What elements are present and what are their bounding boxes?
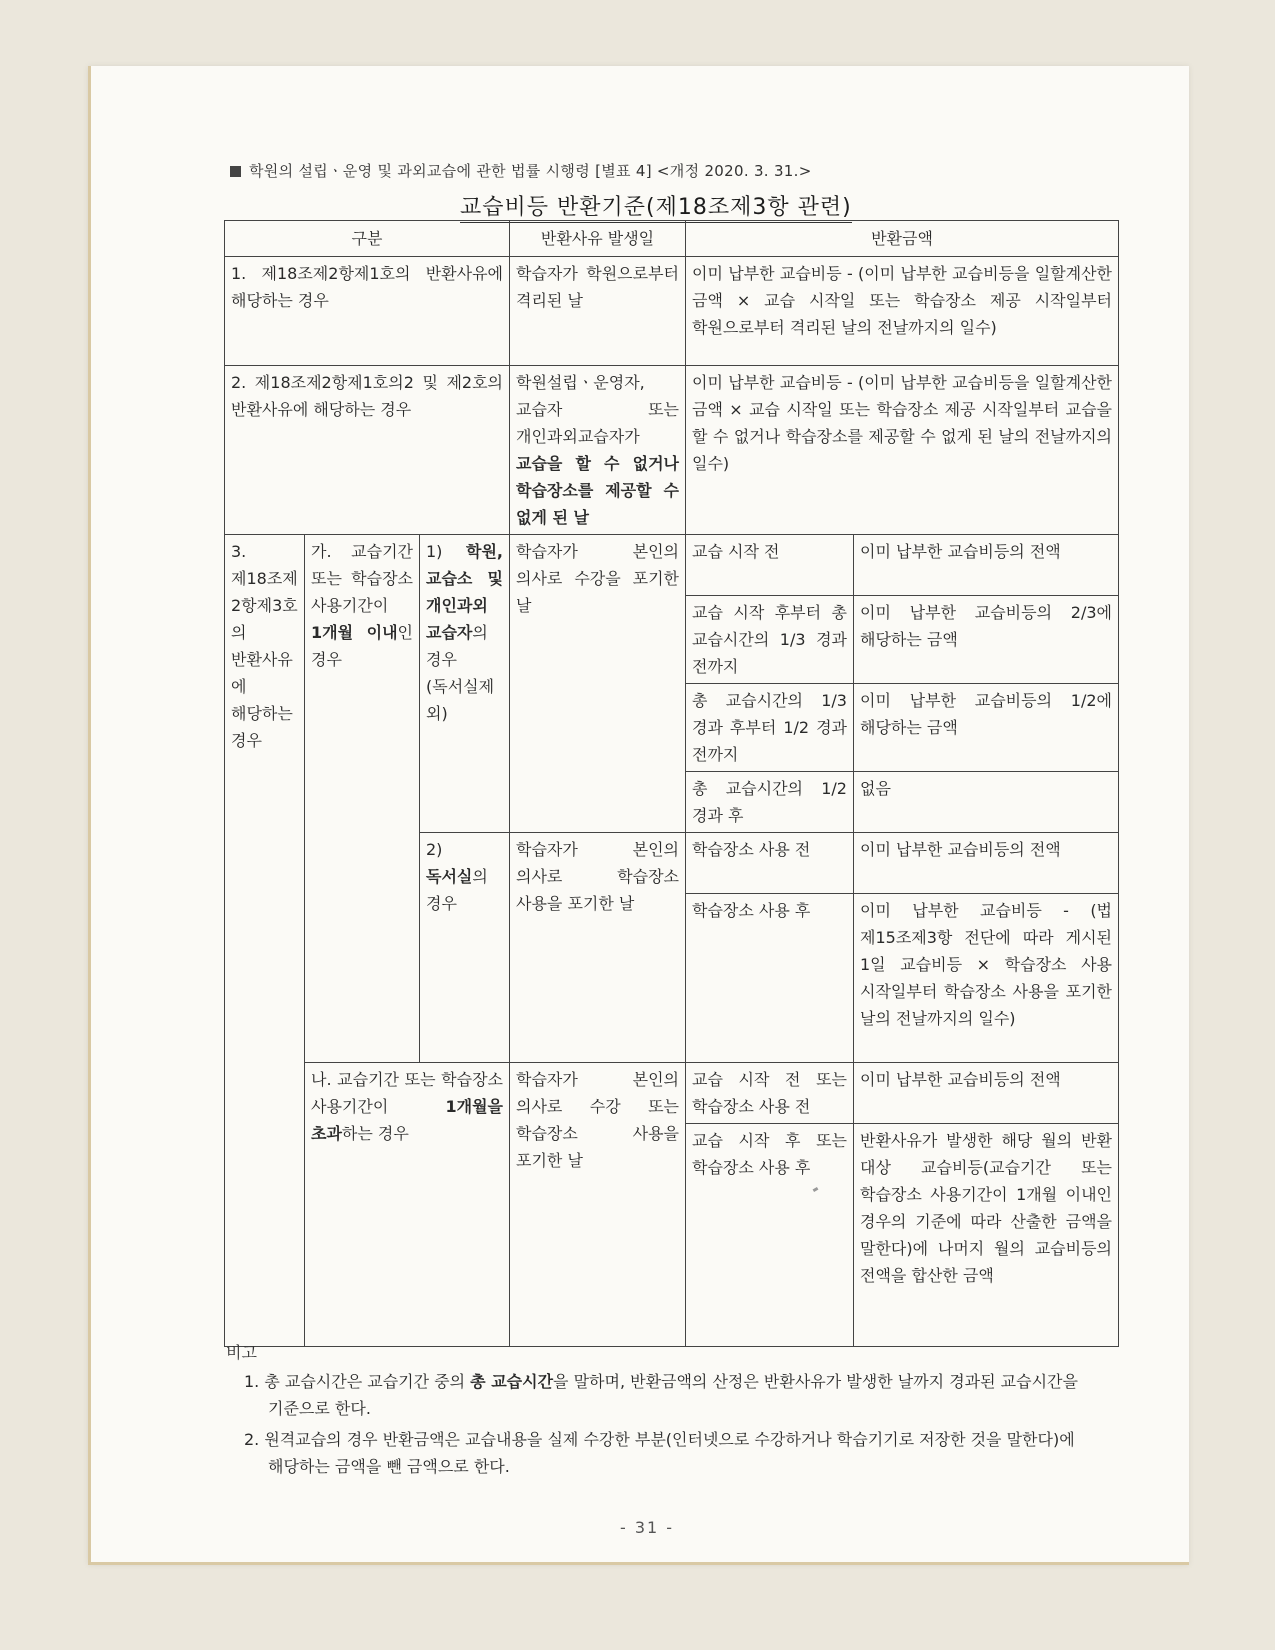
section3a-label-plain: 가. 교습기간 또는 학습장소 사용기간이: [311, 542, 413, 615]
row1-category: 1. 제18조제2항제1호의 반환사유에 해당하는 경우: [225, 257, 510, 366]
document-title: 교습비등 반환기준(제18조제3항 관련): [460, 190, 852, 223]
sub1-label-bold: 학원, 교습소 및 개인과외교습자: [426, 542, 503, 642]
column-header-amount: 반환금액: [686, 221, 1119, 257]
sub2-label: [420, 833, 510, 1063]
square-bullet-icon: [230, 166, 241, 177]
section3b-amount-2: 반환사유가 발생한 해당 월의 반환 대상 교습비등(교습기간 또는 학습장소 사용기간이 1개월 이내인 경우의 기준에 따라 산출한 금액을 말한다)에 나머지 월의 교습비등의 전액을 합산한 금액: [854, 1124, 1119, 1347]
row2-occurrence-plain: 학원설립ㆍ운영자, 교습자 또는 개인과외교습자가: [516, 373, 679, 446]
section3-label: 3. 제18조제2항제3호의 반환사유에 해당하는 경우: [225, 535, 305, 1347]
sub2-label-tail: 의 경우: [426, 867, 488, 913]
row1-amount: 이미 납부한 교습비등 - (이미 납부한 교습비등을 일할계산한 금액 × 교습 시작일 또는 학습장소 제공 시작일부터 학원으로부터 격리된 날의 전날까지의 일수): [686, 257, 1119, 366]
page-number: - 31 -: [620, 1518, 675, 1537]
sub2-amount-1: 이미 납부한 교습비등의 전액: [854, 833, 1119, 894]
section3b-occurrence: 학습자가 본인의 의사로 수강 또는 학습장소 사용을 포기한 날: [510, 1063, 686, 1347]
sub1-amount-4: 없음: [854, 772, 1119, 833]
sub2-amount-2: 이미 납부한 교습비등 - (법 제15조제3항 전단에 따라 게시된 1일 교습비등 × 학습장소 사용 시작일부터 학습장소 사용을 포기한 날의 전날까지의 일수): [854, 894, 1119, 1063]
note-item-2: 2. 원격교습의 경우 반환금액은 교습내용을 실제 수강한 부분(인터넷으로 수강하거나 학습기기로 저장한 것을 말한다)에 해당하는 금액을 뺀 금액으로 한다.: [244, 1430, 1075, 1476]
law-reference-text: 학원의 설립ㆍ운영 및 과외교습에 관한 법률 시행령 [별표 4] <개정 2020. 3. 31.>: [249, 162, 812, 180]
notes-label: 비고: [226, 1343, 257, 1362]
sub1-label: [420, 535, 510, 833]
row2-occurrence: [510, 366, 686, 535]
table-header-row: [225, 221, 1119, 257]
row2-amount: 이미 납부한 교습비등 - (이미 납부한 교습비등을 일할계산한 금액 × 교습 시작일 또는 학습장소 제공 시작일부터 교습을 할 수 없거나 학습장소를 제공할 수 없게 된 날의 전날까지의 일수): [686, 366, 1119, 535]
section3a-label-bold: 1개월 이내: [311, 623, 398, 642]
note1-suffix: 을 말하며, 반환금액의 산정은 반환사유가 발생한 날까지 경과된 교습시간을 기준으로 한다.: [268, 1372, 1078, 1418]
section3b-label-bold: 1개월을 초과: [311, 1097, 503, 1143]
sub1-label-tail: 의 경우 (독서실제외): [426, 623, 495, 723]
note1-prefix: 1. 총 교습시간은 교습기간 중의: [244, 1372, 471, 1391]
section3a-label-tail: 인 경우: [311, 623, 413, 669]
row1-occurrence: 학습자가 학원으로부터 격리된 날: [510, 257, 686, 366]
section3b-amount-1: 이미 납부한 교습비등의 전액: [854, 1063, 1119, 1124]
section3b-when-2: 교습 시작 후 또는 학습장소 사용 후: [686, 1124, 854, 1347]
table-row: [225, 1063, 1119, 1124]
sub1-amount-3: 이미 납부한 교습비등의 1/2에 해당하는 금액: [854, 684, 1119, 772]
sub2-occurrence: 학습자가 본인의 의사로 학습장소 사용을 포기한 날: [510, 833, 686, 1063]
sub1-label-prefix: 1): [426, 542, 466, 561]
sub1-amount-2: 이미 납부한 교습비등의 2/3에 해당하는 금액: [854, 596, 1119, 684]
notes-section: [244, 1368, 1104, 1484]
note-item-1: [244, 1368, 1104, 1422]
sub1-when-4: 총 교습시간의 1/2 경과 후: [686, 772, 854, 833]
refund-criteria-table: [224, 220, 1119, 1347]
table-row: [225, 257, 1119, 366]
sub2-label-prefix: 2): [426, 840, 443, 859]
sub2-when-2: 학습장소 사용 후: [686, 894, 854, 1063]
sub1-when-2: 교습 시작 후부터 총 교습시간의 1/3 경과 전까지: [686, 596, 854, 684]
sub1-occurrence: 학습자가 본인의 의사로 수강을 포기한 날: [510, 535, 686, 833]
column-header-occurrence: 반환사유 발생일: [510, 221, 686, 257]
table-row: [225, 535, 1119, 596]
section3b-when-1: 교습 시작 전 또는 학습장소 사용 전: [686, 1063, 854, 1124]
column-header-category: 구분: [225, 221, 510, 257]
law-reference-line: [230, 160, 1130, 181]
note1-bold: 총 교습시간: [470, 1372, 554, 1391]
sub2-label-bold: 독서실: [426, 867, 473, 886]
table-row: [225, 366, 1119, 535]
row2-occurrence-bold: 교습을 할 수 없거나 학습장소를 제공할 수 없게 된 날: [516, 454, 679, 527]
section3b-label-plain: 나. 교습기간 또는 학습장소 사용기간이: [311, 1070, 503, 1116]
section3b-label-tail: 하는 경우: [341, 1124, 409, 1143]
sub1-when-3: 총 교습시간의 1/3 경과 후부터 1/2 경과 전까지: [686, 684, 854, 772]
row2-category: 2. 제18조제2항제1호의2 및 제2호의 반환사유에 해당하는 경우: [225, 366, 510, 535]
sub2-when-1: 학습장소 사용 전: [686, 833, 854, 894]
sub1-amount-1: 이미 납부한 교습비등의 전액: [854, 535, 1119, 596]
section3a-label: [305, 535, 420, 1063]
section3b-label: [305, 1063, 510, 1347]
sub1-when-1: 교습 시작 전: [686, 535, 854, 596]
